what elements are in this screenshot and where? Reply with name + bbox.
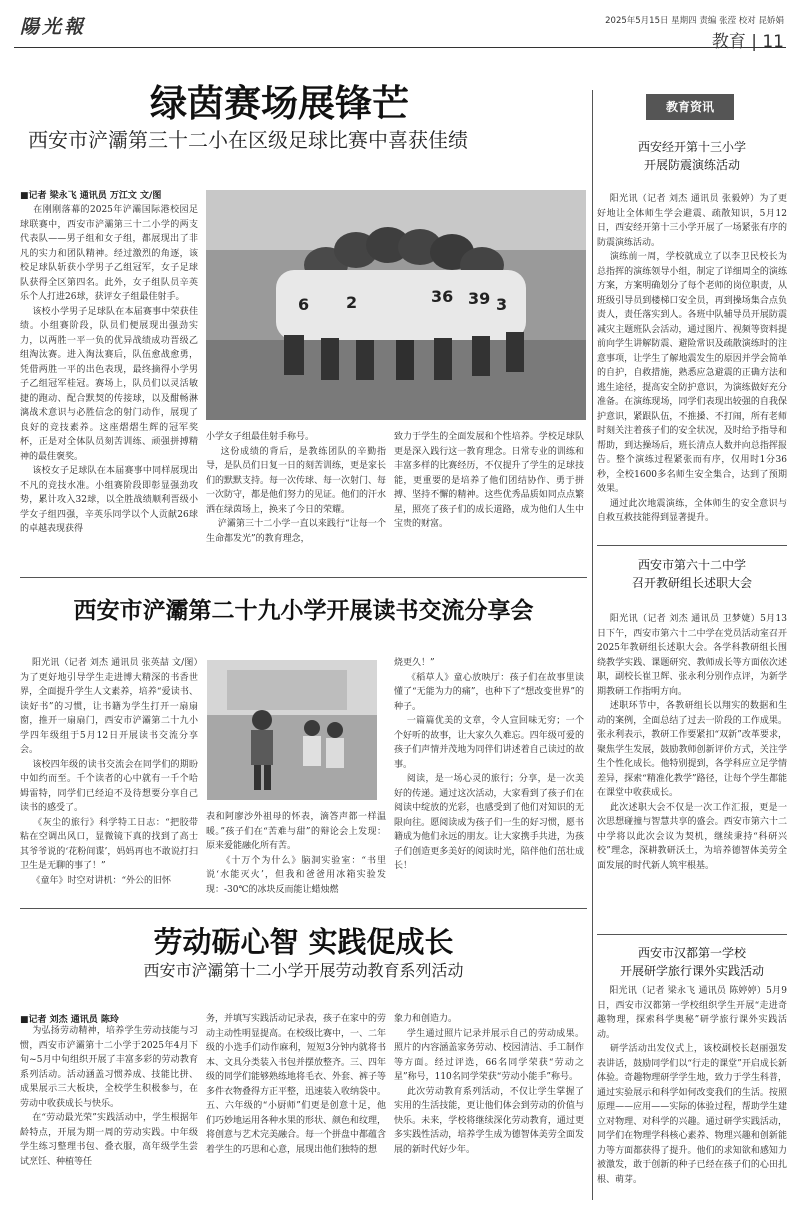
article3-col3: 象力和创造力。 学生通过照片记录并展示自己的劳动成果。照片的内容涵盖家务劳动、校园清洁、手工制作等方面。经过评选，66名同学荣获“劳动之星”称号，110名同学荣获“劳动小能手”称号。 此次劳动教育系列活动，不仅让学生掌握了实用的生活技能，更让他们体会到劳动的价值与快乐。未来，学校将继续深化劳动教育，通过更多实践性活动，培养学生成为德智体美劳全面发展的新时代好少年。 [394, 1014, 584, 1155]
football-photo-svg [206, 190, 586, 420]
sidebar-banner-label: 教育资讯 [665, 100, 714, 114]
jersey-number-5: 3 [496, 295, 508, 314]
section-label: 教育 | 11 [711, 32, 784, 52]
article2-col3: 烧更久！” 《稻草人》童心放映厅：孩子们在故事里读懂了“无能为力的痛”，也种下了“想改变世界”的种子。 一篇篇优美的文章，令人宣回味无穷；一个个好听的故事，让大家久久难忘。四年级可爱的孩子们声情并茂地为同伴们讲述着自己读过的故事。 阅读，是一场心灵的旅行；分享，是一次美好的传递。通过这次活动，大家看到了孩子们在阅读中绽放的光彩，也感受到了他们对知识的无限向往。愿阅读成为孩子们一生的好习惯，愿书籍成为他们永远的朋友。让大家携手共进，为孩子们创造更多美好的阅读时光，陪伴他们茁壮成长！ [394, 658, 584, 871]
article1-byline: ■记者 梁永飞 通讯员 万江文 文/图 [20, 191, 162, 201]
sidebar-story1-title-line2: 开展防震演练活动 [643, 158, 740, 172]
sidebar-story3-title-line2: 开展研学旅行课外实践活动 [619, 964, 764, 978]
article3-headline: 劳动砺心智 实践促成长 [153, 925, 454, 959]
article2-col1: 阳光讯（记者 刘杰 通讯员 张英喆 文/图）为了更好地引导学生走进博大精深的书香世界，全面提升学生人文素养，培养“爱读书、读好书”的习惯，让书籍为学生打开一扇扇窗，推开一扇扇门，西安市浐灞第二十九小学四年级组于5月12日开展读书交流分享会。 该校四年级的读书交流会在同学们的期盼中如约而至。千个读者的心中就有一千个哈姆雷特，同学们已经迫不及待想要分享自己读书的感受了。 《灰尘的旅行》科学特工日志：“把胶带粘在空调出风口，显微镜下真的找到了高士其爷爷说的‘花粉间谍’，妈妈再也不敢说打扫卫生是无聊的事了！” 《童年》时空对讲机：“外公的旧怀 [20, 658, 198, 886]
sidebar-story3-title-line1: 西安市汉都第一学校 [637, 946, 746, 960]
jersey-number-2: 2 [346, 293, 358, 312]
article3-byline: ■记者 刘杰 通讯员 陈玲 [20, 1015, 119, 1025]
sidebar-banner [646, 94, 734, 120]
article3-subhead: 西安市浐灞第十二小学开展劳动教育系列活动 [143, 961, 464, 980]
newspaper-logo: 陽光報 [20, 16, 87, 38]
article2-col2: 表和阿廖沙外祖母的怀表，滴答声都一样温暖。”孩子们在“苦难与甜”的辩论会上发现：原来爱能融化所有苦。 《十万个为什么》脑洞实验室：“书里说‘水能灭火’，但我和爸爸用冰箱实验发现：-30℃的冰块反而能让蜡烛燃 [206, 812, 386, 895]
sidebar-story3-title [597, 944, 787, 980]
article1-subhead: 西安市浐灞第三十二小在区级足球比赛中喜获佳绩 [28, 128, 468, 152]
divider-article2 [20, 577, 587, 578]
article1-col3: 致力于学生的全面发展和个性培养。学校足球队更是深入践行这一教育理念。日常专业的训练和丰富多样的比赛经历，不仅提升了学生的足球技能，更重要的是培养了他们团结协作、勇于拼搏、坚持不懈的精神。这些优秀品质如同点点繁星，照亮了孩子们的成长道路，成为他们人生中宝贵的财富。 [394, 432, 584, 529]
sidebar-story1-title [597, 138, 787, 174]
dateline: 2025年5月15日 星期四 责编 张滢 校对 昆娇娟 [605, 16, 784, 26]
article1-col2: 小学女子组最佳射手称号。 这份成绩的背后，是教练团队的辛勤指导，是队员们日复一日的刻苦训练，更是家长们的默默支持。每一次传球、每一次射门、每一次防守，都是他们努力的见证。他们的汗水洒在绿茵场上，换来了今日的荣耀。 浐灞第三十二小学一直以来践行“让每一个生命都发光”的教育理念， [206, 432, 386, 544]
sidebar-story2-title-line2: 召开教研组长述职大会 [631, 576, 752, 590]
article3-col1: 为弘扬劳动精神，培养学生劳动技能与习惯，西安市浐灞第十二小学于2025年4月下旬~5月中旬组织开展了丰富多彩的劳动教育系列活动。活动涵盖习惯养成、技能比拼、成果展示三大板块，全校学生积极参与，在劳动中收获成长与快乐。 在“劳动最光荣”实践活动中，学生根据年龄特点，开展为期一周的劳动实践。中年级学生练习整理书包、叠衣服，高年级学生尝试烹饪、种植等任 [20, 1026, 198, 1167]
masthead [14, 10, 786, 52]
sidebar-divider [592, 90, 593, 1200]
sidebar-story1-title-line1: 西安经开第十三小学 [637, 140, 746, 154]
sidebar-story2-text: 阳光讯（记者 刘杰 通讯员 卫梦婕）5月13日下午，西安市第六十二中学在党员活动室召开2025年教研组长述职大会。各学科教研组长围绕教学实践、课题研究、教师成长等方面依次述职，副校长崔卫辉、张永利分别作点评，为新学期教研工作指明方向。 述职环节中，各教研组长以翔实的数据和生动的案例，全面总结了过去一阶段的工作成果。张永利表示，教研工作要紧扣“双新”改革要求，聚焦学生发展，鼓励教师创新评价方式，关注学生个性化成长。他特别提到，各学科应立足学情差异，探索“精准化教学”路径，让每个学生都能在课堂中收获成长。 此次述职大会不仅是一次工作汇报，更是一次思想碰撞与智慧共享的盛会。西安市第六十二中学将以此次会议为契机，继续秉持“科研兴校”理念，深耕教研沃土，为培养德智体美劳全面发展的时代新人筑牢根基。 [597, 614, 787, 871]
jersey-number-1: 6 [298, 295, 310, 314]
sidebar-story1-text: 阳光讯（记者 刘杰 通讯员 张毅婷）为了更好地让全体师生学会避震、疏散知识，5月12日，西安经开第十三小学开展了一场紧张有序的防震演练活动。 演练前一周，学校就成立了以李卫民校长为总指挥的演练领导小组，制定了详细周全的演练方案，方案明确划分了每个老师的岗位职责，从班级引导员到楼梯口安全员，再到操场集合点负责人，责任落实到人。各班中队辅导员开展防震减灾主题班队会活动，通过图片、视频等资料提前向学生讲解防震、避险常识及疏散演练时的注意事项，让学生了解地震发生的原因并学会简单的自护，自救措施，熟悉应急避震的正确方法和逃生途径，提高安全防护意识，为演练做好充分准备。在演练现场，同学们表现出较强的自我保护意识，紧跟队伍，不推搡、不打闹，所有老师时刻关注着孩子们的安全状况，及时给予指导和帮助，到达操场后，班长清点人数并向总指挥报告。整个演练过程紧张而有序，仅用时1分36秒，全校1600多名师生安全集合，达到了预期效果。 通过此次地震演练，全体师生的安全意识与自救互救技能得到显著提升。 [597, 194, 787, 523]
article1-headline: 绿茵赛场展锋芒 [150, 82, 409, 125]
sidebar-story2-title-line1: 西安市第六十二中学 [637, 558, 746, 572]
sidebar-divider-2 [597, 545, 787, 546]
article2-headline: 西安市浐灞第二十九小学开展读书交流分享会 [73, 598, 534, 624]
reading-event-photo [207, 660, 377, 800]
sidebar-story2-title [597, 556, 787, 592]
jersey-number-4: 39 [468, 289, 491, 308]
sidebar-story3-text: 阳光讯（记者 梁永飞 通讯员 陈婷婷）5月9日，西安市汉都第一学校组织学生开展“走进奇趣物理，探索科学奥秘”研学旅行课外实践活动。 研学活动出发仪式上，该校副校长赵丽强发表讲话，鼓励同学们以“行走的课堂”开启成长新体验。奇趣物理研学学生地，致力于学生科普，通过实验展示和科学如何改变我们的生活。按照原理——应用——实际的体验过程，帮助学生建立对物理、对科学的兴趣。通过研学实践活动，同学们在物理学科核心素养、物理兴趣和创新能力等方面都获得了提升。他们的求知欲和感知力被激发，敢于创新的种子已经在孩子们的心田扎根、萌芽。 [597, 986, 787, 1185]
article1-col1: 在刚刚落幕的2025年浐灞国际港校园足球联赛中，西安市浐灞第三十二小学的两支代表队——男子组和女子组，都展现出了非凡的实力和团队精神。经过激烈的角逐，该校足球队斩获小学男子乙组冠军，女子足球队获得全区第四名。此外，女子组队员辛英乐个人打进26球，获评女子组最佳射手。 该校小学男子足球队在本届赛事中荣获佳绩。小组赛阶段，队员们便展现出强劲实力，以两胜一平一负的优异战绩成功晋级乙组淘汰赛。进入淘汰赛后，队伍愈战愈勇，凭借两胜一平的出色表现，最终摘得小学男子乙组冠军桂冠。赛场上，队员们以灵活敏捷的跑动、配合默契的传接球，以及酣畅淋漓战术意识与必胜信念的射门动作，展现了良好的竞技素养。这座熠熠生辉的冠军奖杯，正是对全体队员刻苦训练、顽强拼搏精神的最佳褒奖。 该校女子足球队在本届赛事中同样展现出不凡的竞技水准。小组赛阶段即彰显强劲攻势，累计攻入32球，以全胜战绩顺利晋级小学女子组四强，辛英乐同学以个人贡献26球的卓越表现获得 [20, 205, 198, 534]
jersey-number-3: 36 [431, 287, 454, 306]
sidebar-divider-3 [597, 934, 787, 935]
article3-col2: 务，并填写实践活动记录表，孩子在家中的劳动主动性明显提高。在校级比赛中，一、二年级的小选手们动作麻利，短短3分钟内就将书本、文具分类装入书包并摆放整齐。三、四年级的同学们能够熟练地将毛衣、外套、裤子等多件衣物叠得方正平整，迅速装入收纳袋中。五、六年级的“小厨师”们更是创意十足，他们巧妙地运用各种水果的形状、颜色和纹理，将创意与艺术完美融合。每一个拼盘中都蕴含着学生的巧思和心意，展现出他们独特的想 [206, 1014, 386, 1155]
football-team-photo [206, 190, 586, 420]
divider-article3 [20, 908, 587, 909]
reading-photo-svg [207, 660, 377, 800]
